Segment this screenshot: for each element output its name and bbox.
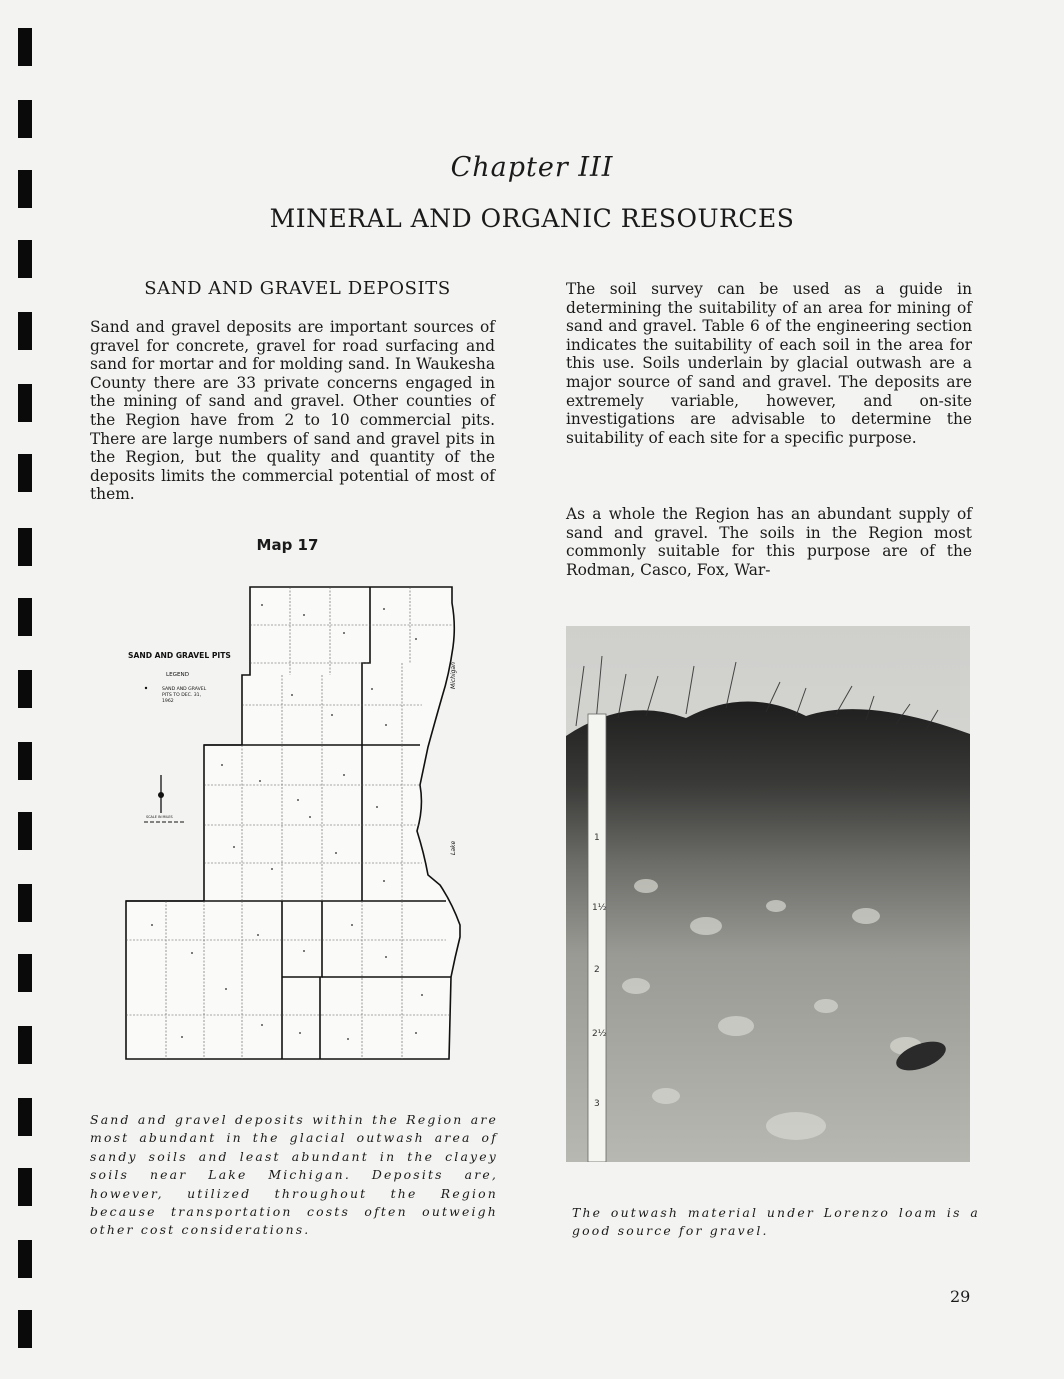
map-legend-item-line3: 1962 bbox=[162, 699, 174, 704]
map-inner-title: SAND AND GRAVEL PITS bbox=[128, 651, 231, 660]
map-legend-item-line1: SAND AND GRAVEL bbox=[162, 687, 207, 692]
binding-hole bbox=[18, 1168, 32, 1206]
north-arrow-icon bbox=[158, 775, 164, 813]
right-paragraph-1: The soil survey can be used as a guide in determining the suitability of an area for mining of sand and gravel. Table 6 of the engineering section indicates the suitability of each soil in the area for this use. Soils underlain by glacial outwash are a major source of sand and gravel. The deposits are extremely variable, however, and on-site investigations are advisable to determine the suitability of each site for a specific purpose. bbox=[566, 280, 972, 447]
binding-hole bbox=[18, 454, 32, 492]
photo-caption: The outwash material under Lorenzo loam is a good source for gravel. bbox=[572, 1205, 980, 1239]
lake-label-lake: Lake bbox=[450, 840, 457, 855]
section-title: SAND AND GRAVEL DEPOSITS bbox=[144, 278, 451, 299]
binding-hole bbox=[18, 954, 32, 992]
binding-hole bbox=[18, 884, 32, 922]
binding-hole bbox=[18, 742, 32, 780]
binding-hole bbox=[18, 28, 32, 66]
binding-hole bbox=[18, 528, 32, 566]
map-title: Map 17 bbox=[256, 536, 319, 554]
page-title: MINERAL AND ORGANIC RESOURCES bbox=[269, 204, 795, 233]
rod-mark-1: 1 bbox=[594, 833, 600, 843]
page-number: 29 bbox=[950, 1287, 971, 1306]
rod-mark-3: 3 bbox=[594, 1099, 600, 1109]
binding-hole bbox=[18, 384, 32, 422]
right-paragraph-2: As a whole the Region has an abundant supply of sand and gravel. The soils in the Region most commonly suitable for this purpose are of the Rodman, Casco, Fox, War- bbox=[566, 505, 972, 579]
binding-hole bbox=[18, 812, 32, 850]
map-legend-heading: LEGEND bbox=[166, 672, 190, 678]
binding-hole bbox=[18, 670, 32, 708]
binding-hole bbox=[18, 312, 32, 350]
lake-label-michigan: Michigan bbox=[450, 662, 457, 689]
binding-hole bbox=[18, 1026, 32, 1064]
map-legend-item-line2: PITS TO DEC. 31, bbox=[162, 693, 202, 698]
rod-mark-2-half: 2½ bbox=[592, 1029, 607, 1039]
binding-hole bbox=[18, 1098, 32, 1136]
left-paragraph: Sand and gravel deposits are important sources of gravel for concrete, gravel for road surfacing and sand for mortar and for molding sand. In Waukesha County there are 33 private concerns engaged in the mining of sand and gravel. Other counties of the Region have from 2 to 10 commercial pits. There are large numbers of sand and gravel pits in the Region, but the quality and quantity of the deposits limits the commercial potential of most of them. bbox=[90, 318, 495, 504]
binding-hole bbox=[18, 1310, 32, 1348]
map-caption: Sand and gravel deposits within the Region are most abundant in the glacial outwash area of sandy soils and least abundant in the clayey soils near Lake Michigan. Deposits are, however, utilized throughout the Region because transportation costs often outweigh other cost considerations. bbox=[90, 1112, 498, 1238]
legend-dot-icon bbox=[145, 687, 147, 689]
measuring-rod bbox=[588, 714, 606, 1162]
binding-hole bbox=[18, 1240, 32, 1278]
rod-mark-2: 2 bbox=[594, 965, 600, 975]
binding-hole bbox=[18, 100, 32, 138]
rod-mark-1-half: 1½ bbox=[592, 903, 607, 913]
scale-label: SCALE IN MILES bbox=[146, 815, 173, 819]
binding-hole bbox=[18, 598, 32, 636]
chapter-heading: Chapter III bbox=[450, 152, 614, 183]
sand-gravel-pits-map bbox=[122, 585, 462, 1065]
binding-hole bbox=[18, 240, 32, 278]
soil-profile-photo bbox=[566, 626, 970, 1162]
